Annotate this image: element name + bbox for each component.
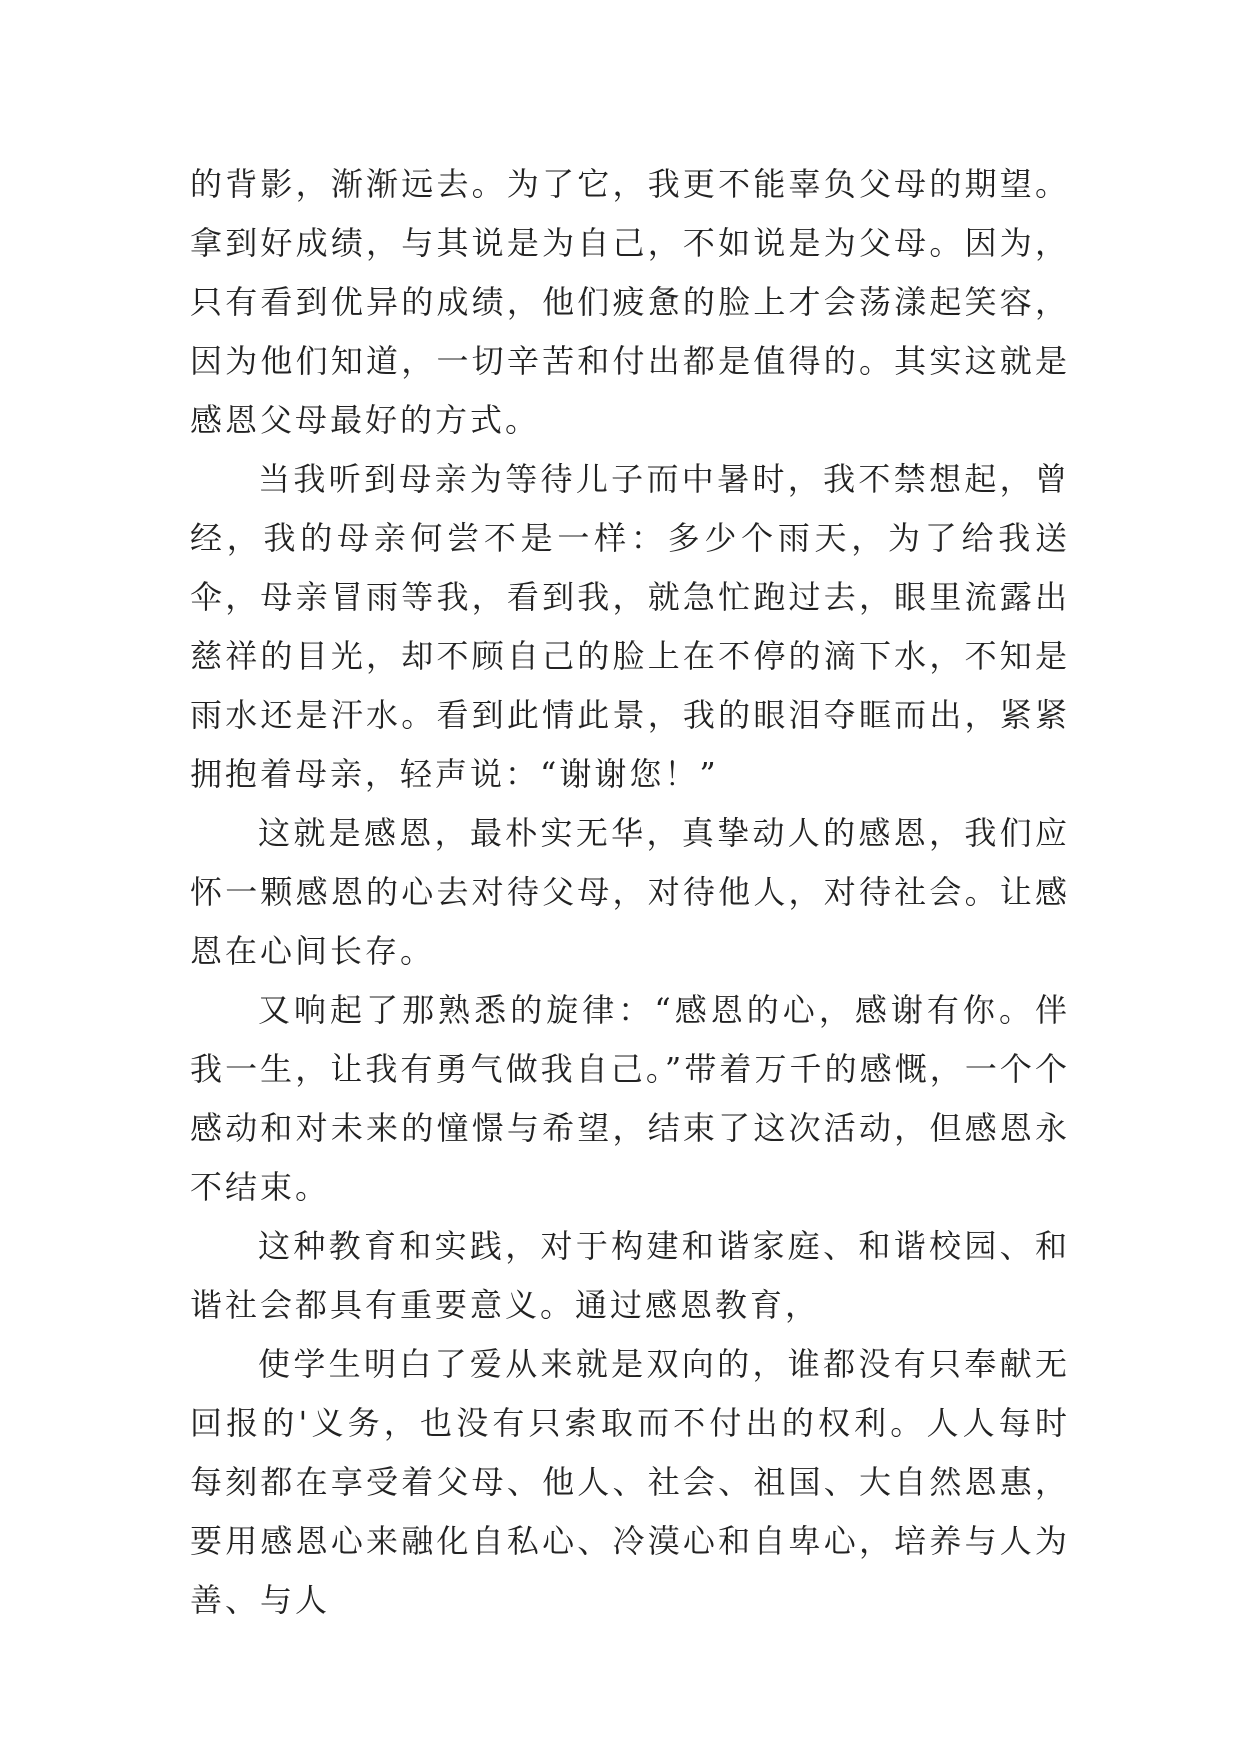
paragraph-3: 这就是感恩，最朴实无华，真挚动人的感恩，我们应怀一颗感恩的心去对待父母，对待他人，对待社会。让感恩在心间长存。 [190, 814, 1070, 970]
paragraph-6: 使学生明白了爱从来就是双向的，谁都没有只奉献无回报的'义务，也没有只索取而不付出的权利。人人每时每刻都在享受着父母、他人、社会、祖国、大自然恩惠，要用感恩心来融化自私心、冷漠心和自卑心，培养与人为善、与人 [190, 1345, 1070, 1619]
body-text [190, 155, 1070, 1630]
paragraph-1: 的背影，渐渐远去。为了它，我更不能辜负父母的期望。拿到好成绩，与其说是为自己，不如说是为父母。因为，只有看到优异的成绩，他们疲惫的脸上才会荡漾起笑容，因为他们知道，一切辛苦和付出都是值得的。其实这就是感恩父母最好的方式。 [190, 165, 1070, 439]
paragraph-5: 这种教育和实践，对于构建和谐家庭、和谐校园、和谐社会都具有重要意义。通过感恩教育， [190, 1227, 1070, 1324]
paragraph-4: 又响起了那熟悉的旋律：“感恩的心，感谢有你。伴我一生，让我有勇气做我自己。”带着万千的感慨，一个个感动和对未来的憧憬与希望，结束了这次活动，但感恩永不结束。 [190, 991, 1070, 1206]
paragraph-2: 当我听到母亲为等待儿子而中暑时，我不禁想起，曾经，我的母亲何尝不是一样：多少个雨天，为了给我送伞，母亲冒雨等我，看到我，就急忙跑过去，眼里流露出慈祥的目光，却不顾自己的脸上在不停的滴下水，不知是雨水还是汗水。看到此情此景，我的眼泪夺眶而出，紧紧拥抱着母亲，轻声说：“谢谢您！” [190, 460, 1070, 793]
